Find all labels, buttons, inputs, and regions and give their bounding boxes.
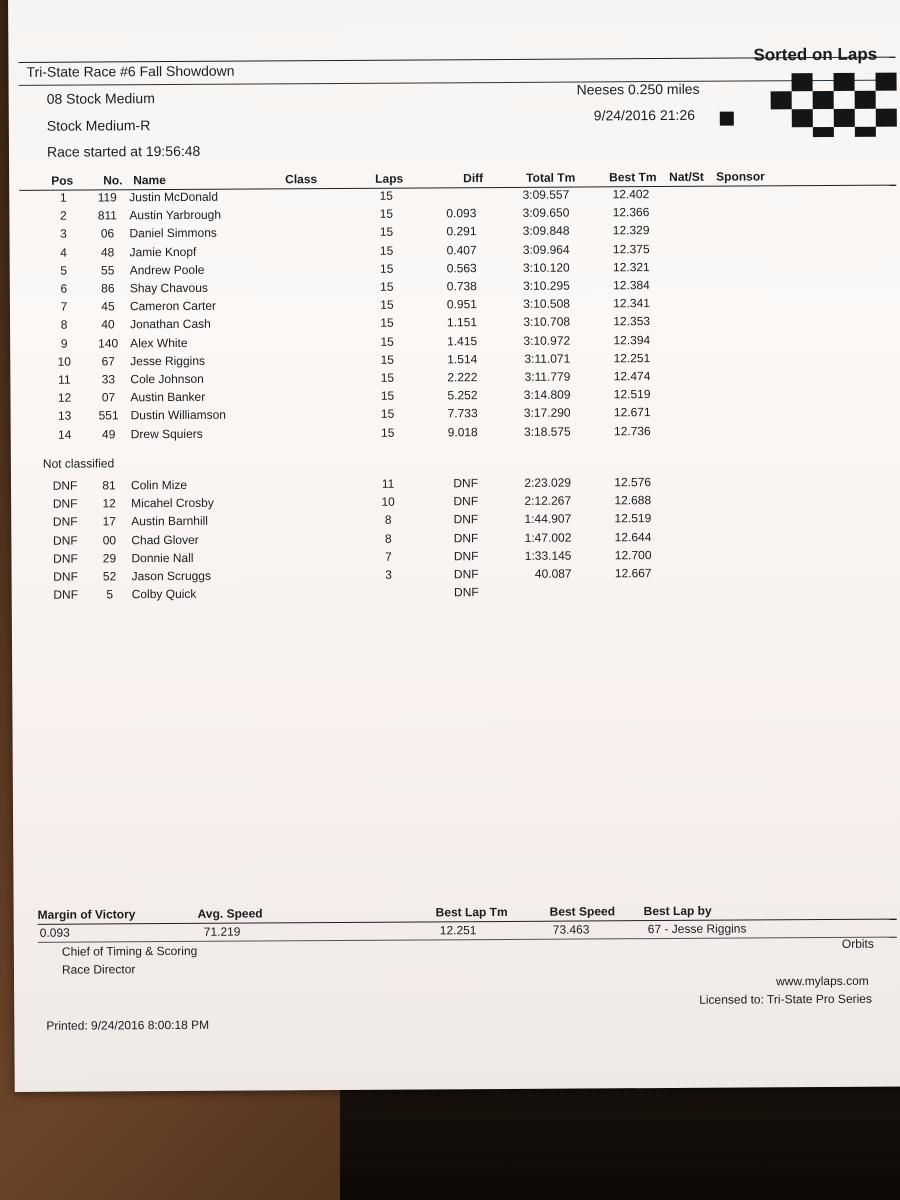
diff-cell: DNF: [453, 548, 479, 564]
best-time-cell: 12.474: [613, 369, 651, 384]
car-number-cell: 67: [101, 354, 115, 369]
driver-name-cell: Daniel Simmons: [129, 226, 217, 241]
laps-cell: 15: [379, 243, 394, 258]
diff-cell: 0.738: [446, 279, 477, 294]
total-time-cell: 3:10.508: [523, 296, 570, 312]
position-cell: DNF: [53, 569, 78, 584]
diff-cell: DNF: [453, 585, 479, 600]
position-cell: 3: [60, 227, 67, 242]
diff-cell: 9.018: [447, 424, 478, 439]
car-number-cell: 17: [102, 514, 116, 529]
best-lap-by-value: 67 - Jesse Riggins: [647, 921, 747, 937]
orbits-label: Orbits: [841, 936, 874, 951]
col-total: Total Tm: [526, 170, 576, 185]
car-number-cell: 48: [100, 244, 115, 260]
position-cell: 2: [59, 208, 67, 223]
laps-cell: 15: [380, 352, 394, 367]
car-number-cell: 33: [101, 372, 116, 387]
track-info: Neeses 0.250 miles: [576, 80, 700, 98]
position-cell: 7: [60, 299, 68, 314]
car-number-cell: 119: [97, 190, 117, 205]
best-time-cell: 12.353: [613, 314, 651, 329]
laps-cell: 15: [380, 388, 395, 403]
total-time-cell: 3:18.575: [523, 424, 571, 439]
laps-cell: 8: [384, 531, 392, 546]
position-cell: DNF: [52, 496, 78, 511]
driver-name-cell: Austin Banker: [130, 389, 206, 405]
driver-name-cell: Drew Squiers: [130, 426, 203, 441]
datetime-block: [720, 112, 734, 126]
diff-cell: 0.407: [446, 242, 477, 257]
driver-name-cell: Colin Mize: [130, 477, 188, 493]
total-time-cell: 1:33.145: [524, 548, 572, 563]
laps-cell: 11: [381, 476, 395, 491]
total-time-cell: 2:12.267: [524, 493, 572, 509]
driver-name-cell: Austin Barnhill: [131, 514, 209, 529]
total-time-cell: 3:11.779: [524, 369, 571, 384]
total-time-cell: 3:14.809: [523, 387, 571, 403]
header-subrule: [19, 80, 896, 86]
total-time-cell: 3:10.708: [523, 314, 571, 330]
position-cell: 5: [60, 263, 68, 278]
col-no: No.: [103, 173, 123, 188]
car-number-cell: 86: [101, 281, 115, 296]
driver-name-cell: Chad Glover: [131, 532, 199, 547]
race-director: Race Director: [61, 962, 136, 977]
chief-timing: Chief of Timing & Scoring: [61, 943, 198, 959]
laps-cell: 15: [380, 297, 394, 312]
car-number-cell: 55: [100, 263, 115, 278]
total-time-cell: 3:10.972: [523, 333, 571, 348]
col-sponsor: Sponsor: [716, 169, 765, 184]
position-cell: DNF: [52, 533, 78, 548]
race-name: 08 Stock Medium: [46, 90, 155, 107]
position-cell: DNF: [52, 478, 78, 493]
position-cell: 6: [60, 281, 68, 296]
mylaps-site: www.mylaps.com: [776, 973, 869, 989]
driver-name-cell: Justin McDonald: [129, 189, 219, 205]
driver-name-cell: Jesse Riggins: [130, 353, 206, 369]
driver-name-cell: Donnie Nall: [131, 550, 194, 566]
diff-cell: 1.514: [447, 351, 478, 367]
total-time-cell: 3:09.848: [522, 223, 570, 239]
driver-name-cell: Andrew Poole: [129, 262, 205, 278]
checkered-flag-icon: [771, 73, 900, 144]
driver-name-cell: Colby Quick: [131, 587, 197, 602]
best-time-cell: 12.402: [612, 187, 650, 202]
best-time-cell: 12.329: [612, 223, 650, 238]
best-time-cell: 12.341: [613, 296, 650, 311]
best-time-cell: 12.321: [612, 259, 650, 275]
laps-cell: 15: [380, 425, 395, 440]
car-number-cell: 12: [102, 496, 116, 511]
total-time-cell: 3:17.290: [523, 405, 571, 421]
laps-cell: 15: [380, 407, 395, 422]
col-pos: Pos: [51, 173, 74, 188]
diff-cell: DNF: [453, 476, 479, 491]
best-time-cell: 12.366: [612, 205, 650, 220]
licensed-to: Licensed to: Tri-State Pro Series: [699, 991, 872, 1007]
car-number-cell: 52: [102, 569, 117, 584]
diff-cell: 0.563: [446, 260, 477, 276]
best-time-cell: 12.700: [614, 547, 652, 563]
event-title: Tri-State Race #6 Fall Showdown: [26, 62, 235, 80]
position-cell: 11: [58, 372, 71, 387]
position-cell: 13: [57, 409, 72, 424]
position-cell: 9: [60, 336, 68, 351]
best-time-cell: 12.251: [613, 350, 651, 366]
best-time-cell: 12.667: [614, 566, 652, 581]
car-number-cell: 07: [101, 390, 116, 405]
race-start: Race started at 19:56:48: [46, 142, 201, 160]
total-time-cell: 2:23.029: [524, 475, 572, 490]
best-lap-by-label: Best Lap by: [643, 903, 712, 919]
car-number-cell: 45: [101, 299, 115, 314]
car-number-cell: 40: [101, 317, 115, 332]
driver-name-cell: Shay Chavous: [129, 280, 208, 296]
sorted-label: Sorted on Laps: [753, 44, 878, 65]
results-sheet: [8, 0, 900, 1092]
driver-name-cell: Alex White: [130, 335, 188, 350]
diff-cell: 7.733: [447, 406, 478, 421]
car-number-cell: 81: [102, 478, 116, 493]
driver-name-cell: Jamie Knopf: [129, 244, 197, 259]
diff-cell: DNF: [453, 567, 479, 582]
diff-cell: 1.415: [447, 333, 478, 348]
car-number-cell: 00: [102, 532, 117, 548]
position-cell: 4: [60, 245, 67, 260]
race-datetime: 9/24/2016 21:26: [593, 106, 696, 124]
total-time-cell: 40.087: [534, 566, 572, 581]
total-time-cell: 3:09.964: [522, 242, 570, 257]
driver-name-cell: Dustin Williamson: [130, 408, 227, 423]
car-number-cell: 5: [106, 587, 114, 602]
diff-cell: 1.151: [446, 315, 478, 330]
total-time-cell: 3:10.120: [522, 260, 570, 275]
car-number-cell: 811: [97, 208, 117, 223]
best-time-cell: 12.384: [613, 278, 650, 293]
laps-cell: 15: [379, 261, 394, 276]
position-cell: 10: [57, 354, 71, 369]
best-time-cell: 12.519: [613, 387, 651, 402]
total-time-cell: 3:09.557: [522, 187, 570, 202]
total-time-cell: 3:09.650: [522, 205, 570, 221]
laps-cell: 15: [379, 206, 394, 221]
diff-cell: 0.291: [446, 224, 477, 239]
diff-cell: 5.252: [447, 388, 478, 403]
driver-name-cell: Cole Johnson: [130, 371, 204, 387]
diff-cell: 0.951: [446, 297, 477, 312]
best-time-cell: 12.644: [614, 529, 652, 544]
driver-name-cell: Cameron Carter: [129, 298, 217, 314]
total-time-cell: 3:11.071: [524, 351, 571, 366]
col-class: Class: [285, 172, 318, 187]
best-lap-label: Best Lap Tm: [435, 904, 508, 920]
car-number-cell: 551: [98, 408, 119, 423]
best-time-cell: 12.688: [614, 493, 652, 508]
total-time-cell: 3:10.295: [523, 278, 570, 293]
class-name: Stock Medium-R: [46, 117, 151, 134]
laps-cell: 8: [384, 513, 392, 528]
total-time-cell: 1:47.002: [524, 530, 572, 545]
position-cell: 12: [57, 390, 72, 405]
driver-name-cell: Jason Scruggs: [131, 568, 212, 584]
diff-cell: DNF: [453, 512, 479, 527]
col-best: Best Tm: [609, 170, 657, 185]
laps-cell: 15: [380, 316, 394, 331]
laps-cell: 15: [379, 188, 393, 203]
col-diff: Diff: [463, 171, 484, 186]
car-number-cell: 140: [98, 335, 119, 351]
laps-cell: 3: [385, 567, 392, 582]
best-time-cell: 12.394: [613, 332, 651, 347]
not-classified-label: Not classified: [42, 456, 115, 471]
driver-name-cell: Austin Yarbrough: [129, 207, 222, 223]
position-cell: 8: [60, 318, 68, 333]
best-lap-value: 12.251: [439, 923, 477, 938]
best-time-cell: 12.375: [612, 241, 650, 256]
diff-cell: 0.093: [446, 206, 477, 221]
car-number-cell: 06: [100, 226, 115, 241]
position-cell: DNF: [52, 514, 78, 530]
diff-cell: DNF: [453, 494, 479, 509]
mov-value: 0.093: [39, 925, 70, 940]
driver-name-cell: Jonathan Cash: [130, 317, 211, 332]
diff-cell: 2.222: [447, 370, 478, 385]
avg-speed-label: Avg. Speed: [197, 906, 263, 921]
car-number-cell: 29: [102, 551, 117, 566]
avg-speed-value: 71.219: [203, 924, 241, 939]
col-laps: Laps: [375, 171, 404, 186]
diff-cell: DNF: [453, 530, 479, 545]
best-time-cell: 12.576: [614, 475, 652, 490]
laps-cell: 7: [385, 549, 392, 564]
laps-cell: 15: [379, 225, 394, 240]
laps-cell: 10: [381, 494, 395, 509]
total-time-cell: 1:44.907: [524, 511, 572, 527]
best-time-cell: 12.519: [614, 511, 652, 526]
car-number-cell: 49: [101, 426, 116, 442]
mov-label: Margin of Victory: [37, 907, 136, 922]
position-cell: 1: [59, 190, 67, 205]
position-cell: DNF: [53, 551, 78, 566]
col-name: Name: [133, 173, 166, 188]
printed-date: Printed: 9/24/2016 8:00:18 PM: [46, 1017, 210, 1033]
best-time-cell: 12.736: [613, 423, 651, 438]
best-time-cell: 12.671: [613, 405, 651, 420]
laps-cell: 15: [380, 370, 395, 385]
laps-cell: 15: [380, 279, 394, 294]
position-cell: 14: [57, 427, 72, 442]
position-cell: DNF: [53, 587, 79, 602]
dark-floor-area: [340, 1070, 900, 1200]
best-speed-value: 73.463: [552, 922, 590, 937]
col-nat: Nat/St: [669, 169, 704, 184]
laps-cell: 15: [380, 334, 394, 349]
driver-name-cell: Micahel Crosby: [131, 495, 214, 511]
best-speed-label: Best Speed: [549, 904, 616, 919]
